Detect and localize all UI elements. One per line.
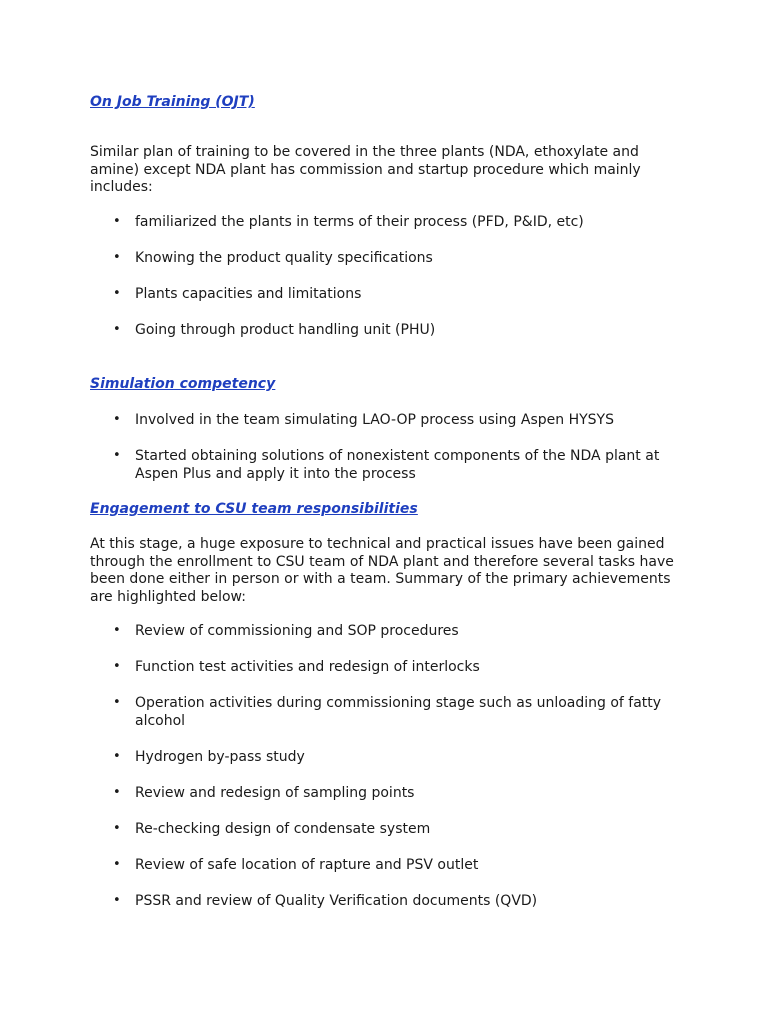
ojt-heading-link[interactable]: On Job Training (OJT) <box>90 94 255 110</box>
bullet-icon: • <box>113 821 121 836</box>
list-item-text: Started obtaining solutions of nonexistent components of the NDA plant at Aspen Plus and apply it into the process <box>135 448 660 482</box>
list-item <box>90 411 680 429</box>
bullet-icon: • <box>113 322 121 337</box>
list-item-text: Function test activities and redesign of interlocks <box>135 659 480 675</box>
csu-intro-paragraph: At this stage, a huge exposure to technical and practical issues have been gained through the enrollment to CSU team of NDA plant and therefore several tasks have been done either in person or with a team. Summary of the primary achievements are highlighted below: <box>90 536 674 605</box>
list-item <box>90 622 680 640</box>
list-item <box>90 658 680 676</box>
bullet-icon: • <box>113 659 121 674</box>
bullet-icon: • <box>113 749 121 764</box>
ojt-bullet-list <box>90 213 680 339</box>
simulation-heading[interactable] <box>90 375 275 393</box>
bullet-icon: • <box>113 448 121 463</box>
bullet-icon: • <box>113 893 121 908</box>
csu-heading-link[interactable]: Engagement to CSU team responsibilities <box>90 501 418 517</box>
list-item-text: Review of safe location of rapture and PSV outlet <box>135 857 479 873</box>
list-item <box>90 748 680 766</box>
list-item-text: Review and redesign of sampling points <box>135 785 415 801</box>
list-item-text: Operation activities during commissioning stage such as unloading of fatty alcohol <box>135 695 662 729</box>
bullet-icon: • <box>113 623 121 638</box>
bullet-icon: • <box>113 412 121 427</box>
bullet-icon: • <box>113 214 121 229</box>
simulation-bullet-list <box>90 411 680 483</box>
list-item <box>90 213 680 231</box>
list-item <box>90 892 680 910</box>
list-item <box>90 694 680 730</box>
list-item-text: familiarized the plants in terms of their process (PFD, P&ID, etc) <box>135 214 584 230</box>
list-item <box>90 321 680 339</box>
list-item-text: Knowing the product quality specifications <box>135 250 433 266</box>
list-item <box>90 447 680 483</box>
list-item-text: Hydrogen by-pass study <box>135 749 305 765</box>
list-item-text: Re-checking design of condensate system <box>135 821 431 837</box>
simulation-heading-link[interactable]: Simulation competency <box>90 376 276 392</box>
bullet-icon: • <box>113 695 121 710</box>
list-item <box>90 285 680 303</box>
list-item <box>90 856 680 874</box>
bullet-icon: • <box>113 785 121 800</box>
list-item-text: Involved in the team simulating LAO-OP process using Aspen HYSYS <box>135 412 614 428</box>
list-item <box>90 820 680 838</box>
ojt-intro-paragraph: Similar plan of training to be covered in the three plants (NDA, ethoxylate and amine) except NDA plant has commission and startup procedure which mainly includes: <box>90 144 641 195</box>
list-item <box>90 784 680 802</box>
list-item <box>90 249 680 267</box>
list-item-text: Going through product handling unit (PHU) <box>135 322 436 338</box>
csu-bullet-list <box>90 622 680 910</box>
list-item-text: Review of commissioning and SOP procedures <box>135 623 459 639</box>
csu-heading[interactable] <box>90 500 418 518</box>
bullet-icon: • <box>113 286 121 301</box>
list-item-text: Plants capacities and limitations <box>135 286 362 302</box>
ojt-heading[interactable] <box>90 93 255 111</box>
bullet-icon: • <box>113 857 121 872</box>
bullet-icon: • <box>113 250 121 265</box>
list-item-text: PSSR and review of Quality Verification documents (QVD) <box>135 893 538 909</box>
